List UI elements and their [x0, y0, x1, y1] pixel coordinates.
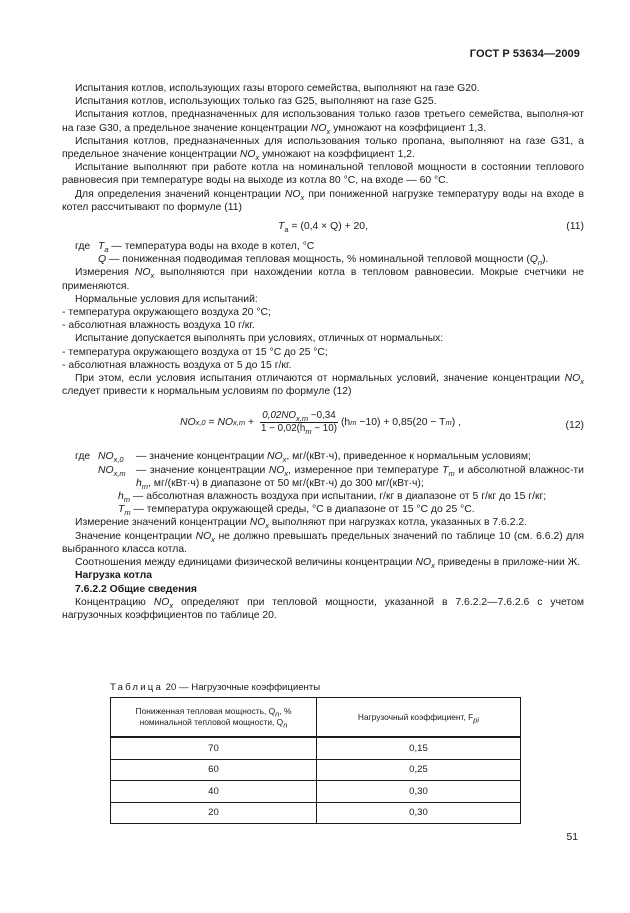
paragraph: Испытания котлов, использующих газы второго семейства, выполняют на газе G20. — [75, 83, 480, 94]
table-header-coefficient: Нагрузочный коэффициент, $F_{pi}$ — [317, 698, 521, 738]
legend-item: $h_m$ — абсолютная влажность воздуха при испытании, г/кг в диапазоне от 5 г/кг до 15 г/кг; — [118, 491, 547, 505]
legend-item: $T_m$ — температура окружающей среды, °С в диапазоне от 15 °С до 25 °С. — [118, 504, 475, 518]
formula-number: (11) — [566, 221, 584, 233]
table-caption: Таблица 20 — Нагрузочные коэффициенты — [110, 682, 321, 693]
document-header: ГОСТ Р 53634—2009 — [469, 48, 580, 60]
formula-12: NO x,0 = NO x,m + $\frac{0,02NO_{x,m} -0,34}{1 - 0,02(h_m - 10)}$ (h m −10) + 0,85(20 − T m ) , (12) — [180, 410, 584, 437]
paragraph: При этом, если условия испытания отличаются от нормальных условий, значение концентрации $NO_x$ следует привести к нормальным условиям по формуле (12) — [62, 373, 584, 398]
list-item: - абсолютная влажность воздуха от 5 до 15 г/кг. — [62, 359, 292, 371]
legend-item: где $T_a$ — температура воды на входе в котел, °С — [75, 241, 315, 255]
list-item: - температура окружающего воздуха от 15 °С до 25 °С; — [62, 346, 328, 358]
page-body — [62, 82, 584, 622]
legend-item: Q — пониженная подводимая тепловая мощность, % номинальной тепловой мощности $(Q_n)$. — [98, 254, 549, 268]
paragraph: Концентрацию $NO_x$ определяют при тепловой мощности, указанной в 7.6.2.2—7.6.2.6 с учетом нагрузочных коэффициентов по таблице 20. — [62, 596, 584, 621]
formula-number: (12) — [565, 420, 584, 432]
paragraph: Измерение значений концентрации $NO_x$ выполняют при нагрузках котла, указанных в 7.6.2.2. — [75, 517, 528, 531]
fraction: $\frac{0,02NO_{x,m} -0,34}{1 - 0,02(h_m - 10)}$ — [260, 410, 337, 437]
paragraph: Соотношения между единицами физической величины концентрации $NO_x$ приведены в приложе-нии Ж. — [75, 557, 581, 571]
list-item: - температура окружающего воздуха 20 °С; — [62, 307, 271, 319]
paragraph: Нормальные условия для испытаний: — [75, 293, 258, 305]
formula-11: $T_a = (0,4 \times Q) + 20$, (11) — [278, 221, 584, 235]
table-row: 60 0,25 — [111, 759, 521, 781]
table-row: 40 0,30 — [111, 781, 521, 803]
subsection-heading: 7.6.2.2 Общие сведения — [75, 583, 197, 595]
list-item: - абсолютная влажность воздуха 10 г/кг. — [62, 320, 255, 332]
table-header-power: Пониженная тепловая мощность, $Q_n$, % номинальной тепловой мощности, $Q_n$ — [111, 698, 317, 738]
paragraph: Испытания котлов, использующих только газ G25, выполняют на газе G25. — [75, 96, 437, 108]
paragraph: Значение концентрации $NO_x$ не должно превышать предельных значений по таблице 10 (см. 6.6.2) для выбранного класса котла. — [62, 530, 584, 555]
paragraph: Испытания котлов, предназначенных для использования только газов третьего семейства, выполня-ют на газе G30, а предельное значение концентрации $NO_x$ умножают на коэффициент 1,3. — [62, 109, 584, 136]
page-number: 51 — [566, 832, 578, 843]
table-row: 70 0,15 — [111, 737, 521, 759]
paragraph: Для определения значений концентрации $NO_x$ при пониженной нагрузке температуру воды на входе в котел рассчитывают по формуле (11) — [62, 188, 584, 213]
paragraph: Измерения $NO_x$ выполняются при нахождении котла в тепловом равновесии. Мокрые счетчики не применяются. — [62, 267, 584, 292]
paragraph: Испытание допускается выполнять при условиях, отличных от нормальных: — [75, 333, 444, 345]
load-coefficients-table — [110, 697, 521, 824]
paragraph: Испытание выполняют при работе котла на номинальной тепловой мощности в состоянии теплового равновесия при температуре воды на выходе из котла 80 °С, на входе — 60 °С. — [62, 162, 584, 187]
section-heading: Нагрузка котла — [75, 570, 152, 582]
paragraph: Испытания котлов, предназначенных для использования только пропана, выполняют на газе G31, а предельное значение концентрации $NO_x$ умножают на коэффициент 1,2. — [62, 135, 584, 163]
legend-item: $NO_{x,m}$ — значение концентрации $NO_x$, измеренное при температуре $T_m$ и абсолютной влажнос-ти $h_m$, мг/(кВт·ч) в диапазоне от 50 мг/(кВт·ч) до 300 мг/(кВт·ч); — [98, 464, 584, 491]
legend-item: где $NO_{x,0}$ — значение концентрации $NO_x$, мг/(кВт·ч), приведенное к нормальным условиям; — [75, 451, 531, 465]
table-row: 20 0,30 — [111, 802, 521, 824]
